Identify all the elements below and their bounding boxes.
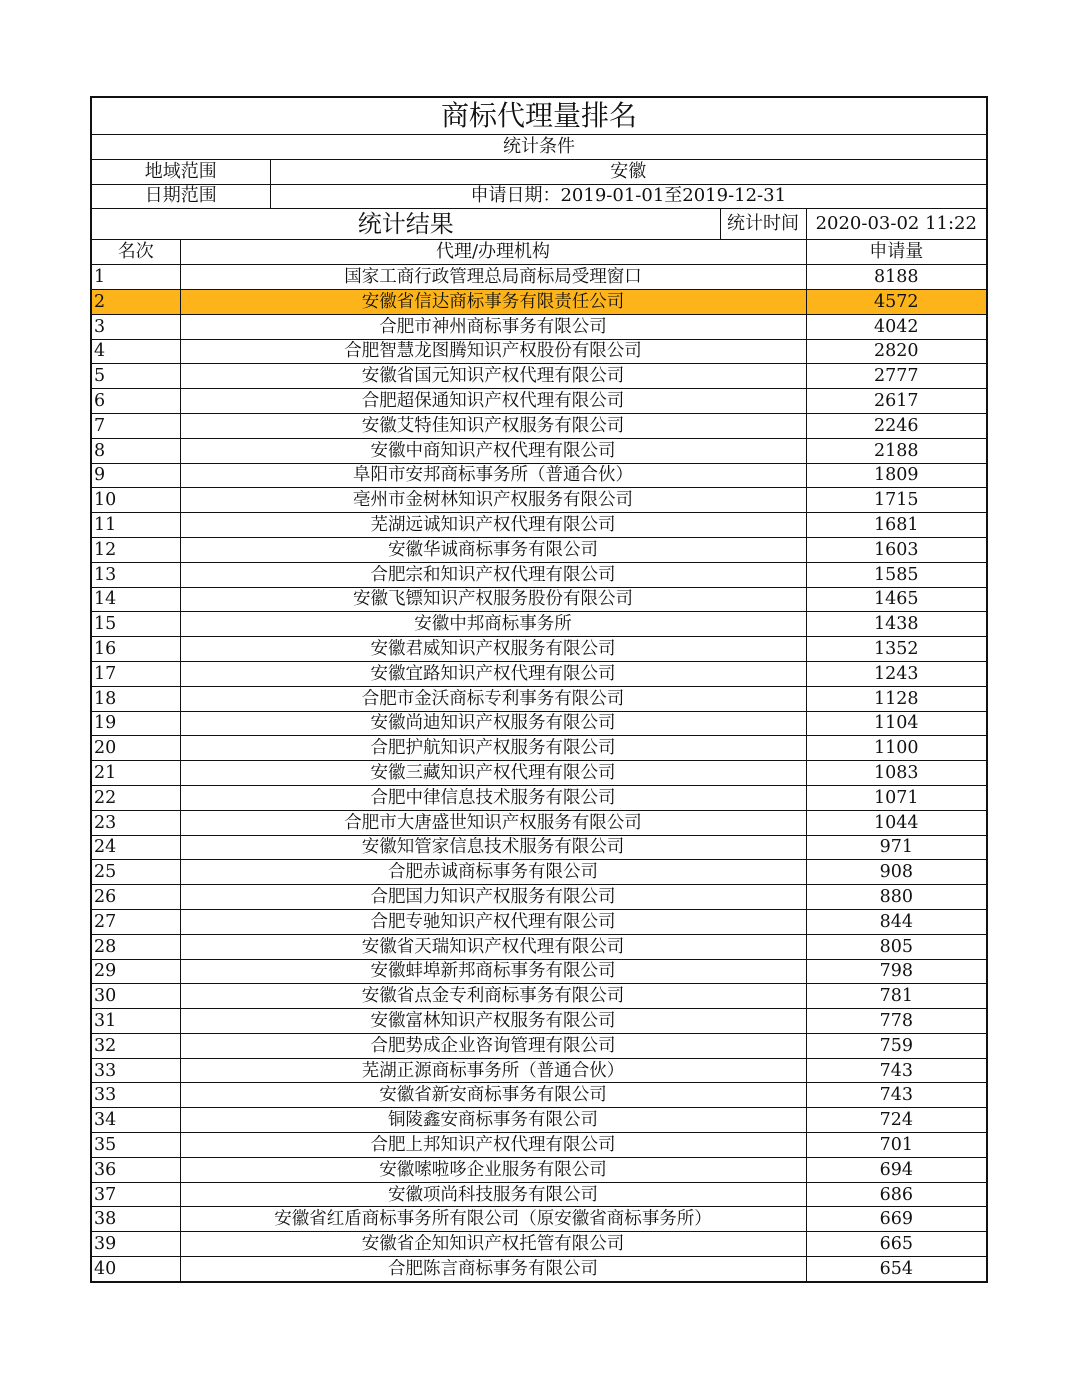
count-cell: 1438 (806, 612, 987, 637)
table-row (91, 1232, 987, 1257)
table-row (91, 686, 987, 711)
rank-cell: 40 (91, 1257, 180, 1282)
rank-cell: 11 (91, 513, 180, 538)
table-row (91, 513, 987, 538)
table-row (91, 934, 987, 959)
count-cell: 1681 (806, 513, 987, 538)
rank-cell: 6 (91, 389, 180, 414)
date-label: 日期范围 (91, 184, 270, 209)
region-value: 安徽 (270, 159, 987, 184)
rank-cell: 3 (91, 314, 180, 339)
rank-cell: 4 (91, 339, 180, 364)
table-row (91, 265, 987, 290)
column-header-count: 申请量 (806, 240, 987, 265)
table-row (91, 339, 987, 364)
count-cell: 2246 (806, 413, 987, 438)
rank-cell: 25 (91, 860, 180, 885)
table-row (91, 612, 987, 637)
org-cell: 安徽富林知识产权服务有限公司 (180, 1009, 806, 1034)
org-cell: 安徽省企知知识产权托管有限公司 (180, 1232, 806, 1257)
count-cell: 1352 (806, 637, 987, 662)
org-cell: 合肥上邦知识产权代理有限公司 (180, 1133, 806, 1158)
count-cell: 1603 (806, 537, 987, 562)
table-row (91, 959, 987, 984)
org-cell: 安徽省国元知识产权代理有限公司 (180, 364, 806, 389)
table-row (91, 1033, 987, 1058)
table-row (91, 537, 987, 562)
table-row (91, 289, 987, 314)
table-row (91, 984, 987, 1009)
org-cell: 合肥国力知识产权服务有限公司 (180, 885, 806, 910)
rank-cell: 12 (91, 537, 180, 562)
table-row (91, 835, 987, 860)
org-cell: 安徽项尚科技服务有限公司 (180, 1182, 806, 1207)
rank-cell: 30 (91, 984, 180, 1009)
rank-cell: 2 (91, 289, 180, 314)
count-cell: 1083 (806, 761, 987, 786)
rank-cell: 20 (91, 736, 180, 761)
count-cell: 654 (806, 1257, 987, 1282)
rank-cell: 22 (91, 785, 180, 810)
count-cell: 743 (806, 1083, 987, 1108)
table-row (91, 637, 987, 662)
count-cell: 1809 (806, 463, 987, 488)
count-cell: 759 (806, 1033, 987, 1058)
rank-cell: 10 (91, 488, 180, 513)
org-cell: 安徽省红盾商标事务所有限公司（原安徽省商标事务所） (180, 1207, 806, 1232)
count-cell: 1715 (806, 488, 987, 513)
count-cell: 1585 (806, 562, 987, 587)
count-cell: 778 (806, 1009, 987, 1034)
table-row (91, 736, 987, 761)
rank-cell: 29 (91, 959, 180, 984)
count-cell: 8188 (806, 265, 987, 290)
org-cell: 合肥陈言商标事务有限公司 (180, 1257, 806, 1282)
org-cell: 安徽省新安商标事务有限公司 (180, 1083, 806, 1108)
count-cell: 805 (806, 934, 987, 959)
org-cell: 安徽君威知识产权服务有限公司 (180, 637, 806, 662)
org-cell: 合肥市神州商标事务有限公司 (180, 314, 806, 339)
table-row (91, 909, 987, 934)
rank-cell: 17 (91, 661, 180, 686)
count-cell: 665 (806, 1232, 987, 1257)
table-row (91, 364, 987, 389)
rank-cell: 1 (91, 265, 180, 290)
count-cell: 1104 (806, 711, 987, 736)
org-cell: 安徽知管家信息技术服务有限公司 (180, 835, 806, 860)
org-cell: 国家工商行政管理总局商标局受理窗口 (180, 265, 806, 290)
org-cell: 安徽省点金专利商标事务有限公司 (180, 984, 806, 1009)
count-cell: 781 (806, 984, 987, 1009)
table-row (91, 1009, 987, 1034)
org-cell: 安徽三藏知识产权代理有限公司 (180, 761, 806, 786)
column-header-rank: 名次 (91, 240, 180, 265)
ranking-sheet (90, 96, 986, 1283)
org-cell: 合肥护航知识产权服务有限公司 (180, 736, 806, 761)
count-cell: 2777 (806, 364, 987, 389)
table-row (91, 413, 987, 438)
rank-cell: 35 (91, 1133, 180, 1158)
count-cell: 1071 (806, 785, 987, 810)
count-cell: 2617 (806, 389, 987, 414)
table-row (91, 810, 987, 835)
count-cell: 1100 (806, 736, 987, 761)
count-cell: 4042 (806, 314, 987, 339)
table-row (91, 1108, 987, 1133)
rank-cell: 5 (91, 364, 180, 389)
rank-cell: 24 (91, 835, 180, 860)
org-cell: 合肥市金沃商标专利事务有限公司 (180, 686, 806, 711)
conditions-label: 统计条件 (91, 135, 987, 160)
table-row (91, 314, 987, 339)
table-row (91, 761, 987, 786)
stat-time-label: 统计时间 (720, 209, 806, 240)
count-cell: 4572 (806, 289, 987, 314)
region-label: 地域范围 (91, 159, 270, 184)
count-cell: 1044 (806, 810, 987, 835)
org-cell: 安徽艾特佳知识产权服务有限公司 (180, 413, 806, 438)
org-cell: 合肥中律信息技术服务有限公司 (180, 785, 806, 810)
ranking-table (90, 96, 988, 1283)
rank-cell: 15 (91, 612, 180, 637)
rank-cell: 31 (91, 1009, 180, 1034)
table-row (91, 1133, 987, 1158)
sheet-title: 商标代理量排名 (91, 97, 987, 135)
count-cell: 1465 (806, 587, 987, 612)
count-cell: 701 (806, 1133, 987, 1158)
rank-cell: 27 (91, 909, 180, 934)
count-cell: 908 (806, 860, 987, 885)
count-cell: 669 (806, 1207, 987, 1232)
rank-cell: 8 (91, 438, 180, 463)
rank-cell: 37 (91, 1182, 180, 1207)
org-cell: 亳州市金树林知识产权服务有限公司 (180, 488, 806, 513)
org-cell: 芜湖正源商标事务所（普通合伙） (180, 1058, 806, 1083)
rank-cell: 39 (91, 1232, 180, 1257)
count-cell: 880 (806, 885, 987, 910)
table-row (91, 1257, 987, 1282)
table-row (91, 389, 987, 414)
org-cell: 安徽飞镖知识产权服务股份有限公司 (180, 587, 806, 612)
rank-cell: 21 (91, 761, 180, 786)
count-cell: 686 (806, 1182, 987, 1207)
rank-cell: 23 (91, 810, 180, 835)
org-cell: 安徽尚迪知识产权服务有限公司 (180, 711, 806, 736)
org-cell: 安徽中邦商标事务所 (180, 612, 806, 637)
count-cell: 971 (806, 835, 987, 860)
rank-cell: 14 (91, 587, 180, 612)
rank-cell: 7 (91, 413, 180, 438)
rank-cell: 19 (91, 711, 180, 736)
org-cell: 合肥超保通知识产权代理有限公司 (180, 389, 806, 414)
table-row (91, 661, 987, 686)
table-row (91, 1157, 987, 1182)
table-row (91, 785, 987, 810)
rank-cell: 13 (91, 562, 180, 587)
rank-cell: 32 (91, 1033, 180, 1058)
org-cell: 安徽省天瑞知识产权代理有限公司 (180, 934, 806, 959)
count-cell: 844 (806, 909, 987, 934)
table-row (91, 562, 987, 587)
table-row (91, 488, 987, 513)
org-cell: 合肥智慧龙图腾知识产权股份有限公司 (180, 339, 806, 364)
org-cell: 合肥市大唐盛世知识产权服务有限公司 (180, 810, 806, 835)
count-cell: 1128 (806, 686, 987, 711)
org-cell: 合肥势成企业咨询管理有限公司 (180, 1033, 806, 1058)
org-cell: 安徽省信达商标事务有限责任公司 (180, 289, 806, 314)
rank-cell: 33 (91, 1083, 180, 1108)
result-label: 统计结果 (91, 209, 720, 240)
table-row (91, 1182, 987, 1207)
rank-cell: 18 (91, 686, 180, 711)
count-cell: 743 (806, 1058, 987, 1083)
table-row (91, 1207, 987, 1232)
table-row (91, 1083, 987, 1108)
count-cell: 724 (806, 1108, 987, 1133)
count-cell: 1243 (806, 661, 987, 686)
date-value: 申请日期：2019-01-01至2019-12-31 (270, 184, 987, 209)
rank-cell: 26 (91, 885, 180, 910)
org-cell: 安徽华诚商标事务有限公司 (180, 537, 806, 562)
rank-cell: 33 (91, 1058, 180, 1083)
org-cell: 安徽宜路知识产权代理有限公司 (180, 661, 806, 686)
stat-time-value: 2020-03-02 11:22 (806, 209, 987, 240)
table-row (91, 711, 987, 736)
table-row (91, 463, 987, 488)
org-cell: 阜阳市安邦商标事务所（普通合伙） (180, 463, 806, 488)
table-row (91, 885, 987, 910)
org-cell: 安徽嗦啦哆企业服务有限公司 (180, 1157, 806, 1182)
rank-cell: 9 (91, 463, 180, 488)
count-cell: 2820 (806, 339, 987, 364)
org-cell: 安徽蚌埠新邦商标事务有限公司 (180, 959, 806, 984)
table-row (91, 860, 987, 885)
count-cell: 694 (806, 1157, 987, 1182)
count-cell: 2188 (806, 438, 987, 463)
org-cell: 安徽中商知识产权代理有限公司 (180, 438, 806, 463)
rank-cell: 16 (91, 637, 180, 662)
org-cell: 铜陵鑫安商标事务有限公司 (180, 1108, 806, 1133)
table-row (91, 1058, 987, 1083)
rank-cell: 36 (91, 1157, 180, 1182)
rank-cell: 38 (91, 1207, 180, 1232)
count-cell: 798 (806, 959, 987, 984)
org-cell: 合肥专驰知识产权代理有限公司 (180, 909, 806, 934)
table-row (91, 587, 987, 612)
org-cell: 合肥赤诚商标事务有限公司 (180, 860, 806, 885)
rank-cell: 34 (91, 1108, 180, 1133)
rank-cell: 28 (91, 934, 180, 959)
org-cell: 芜湖远诚知识产权代理有限公司 (180, 513, 806, 538)
org-cell: 合肥宗和知识产权代理有限公司 (180, 562, 806, 587)
column-header-org: 代理/办理机构 (180, 240, 806, 265)
table-row (91, 438, 987, 463)
